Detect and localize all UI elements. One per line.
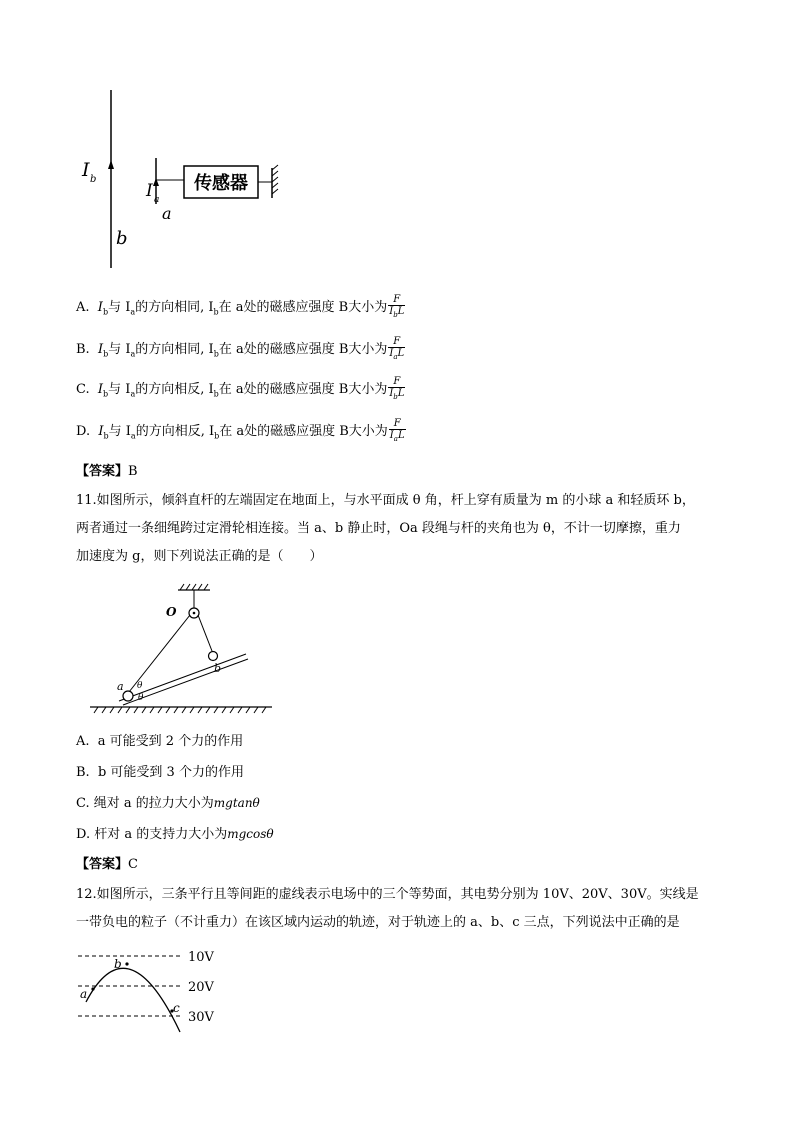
fraction: $\frac{F}{I_aL}$	[389, 418, 405, 443]
label-Ib-sub: b	[90, 174, 97, 185]
figure-equipotential	[76, 944, 256, 1036]
ceiling-hatch	[178, 584, 210, 608]
question-12: 12.如图所示，三条平行且等间距的虚线表示电场中的三个等势面，其电势分别为 10V、20V、30V。实线是 一带负电的粒子（不计重力）在该区域内运动的轨迹，对于轨迹上的 a、b、c 三点，下列说法中正确的是	[76, 887, 699, 930]
label-Ia: I	[146, 181, 153, 201]
label-a: a	[162, 204, 172, 223]
q10-option-d: D. $I_b$与 $I_a$的方向相反, $I_b$在 a处的磁感应强度 B大小为 $\frac{F}{I_aL}$	[76, 418, 405, 443]
q10-option-a: A. $I_b$与 $I_a$的方向相同, $I_b$在 a处的磁感应强度 B大小为 $\frac{F}{I_bL}$	[76, 294, 405, 319]
level-20v: 20V	[188, 980, 214, 995]
figure-wire-sensor	[76, 86, 296, 276]
fraction: $\frac{F}{I_bL}$	[389, 294, 405, 319]
point-b	[125, 962, 128, 965]
q11-option-d: D. 杆对 a 的支持力大小为mgcosθ	[76, 827, 274, 842]
answer-10: 【答案】B	[76, 464, 138, 479]
q11-option-a: A. a 可能受到 2 个力的作用	[76, 734, 244, 749]
label-a: a	[117, 680, 124, 693]
label-theta-2: θ	[138, 693, 144, 703]
answer-11: 【答案】C	[76, 857, 138, 872]
figure-incline-pulley	[86, 580, 276, 715]
trajectory	[86, 968, 180, 1032]
question-11: 11.如图所示，倾斜直杆的左端固定在地面上，与水平面成 θ 角，杆上穿有质量为 m 的小球 a 和轻质环 b， 两者通过一条细绳跨过定滑轮相连接。当 a、b 静止时，Oa 段绳与杆的夹角也为 θ，不计一切摩擦，重力 加速度为 g，则下列说法正确的是（ ）	[76, 493, 695, 564]
svg-text:传感器: 传感器	[194, 173, 248, 194]
q10-option-c: C. $I_b$与 $I_a$的方向相反, $I_b$在 a处的磁感应强度 B大小为 $\frac{F}{I_bL}$	[76, 376, 405, 401]
label-a: a	[80, 987, 88, 1001]
fraction: $\frac{F}{I_bL}$	[389, 376, 405, 401]
label-c: c	[173, 1001, 180, 1015]
point-a	[91, 987, 94, 990]
wall-hatch	[272, 165, 278, 198]
label-Ib: I	[82, 159, 90, 181]
q11-option-b: B. b 可能受到 3 个力的作用	[76, 765, 244, 780]
fraction: $\frac{F}{I_aL}$	[389, 336, 405, 361]
level-30v: 30V	[188, 1010, 214, 1025]
label-theta-1: θ	[137, 681, 143, 691]
pulley	[189, 608, 199, 618]
label-b: b	[114, 957, 122, 971]
sensor-box	[184, 166, 272, 198]
label-b: b	[116, 228, 128, 249]
wire-b	[108, 90, 114, 268]
q11-option-c: C. 绳对 a 的拉力大小为mgtanθ	[76, 796, 260, 811]
label-O: O	[166, 605, 177, 619]
label-b: b	[214, 662, 222, 675]
label-Ia-sub: a	[154, 195, 160, 205]
ball-a	[123, 691, 133, 701]
q10-option-b: B. $I_b$与 $I_a$的方向相同, $I_b$在 a处的磁感应强度 B大小为 $\frac{F}{I_aL}$	[76, 336, 405, 361]
ground	[90, 707, 272, 713]
level-10v: 10V	[188, 950, 214, 965]
ring-b	[209, 652, 218, 661]
